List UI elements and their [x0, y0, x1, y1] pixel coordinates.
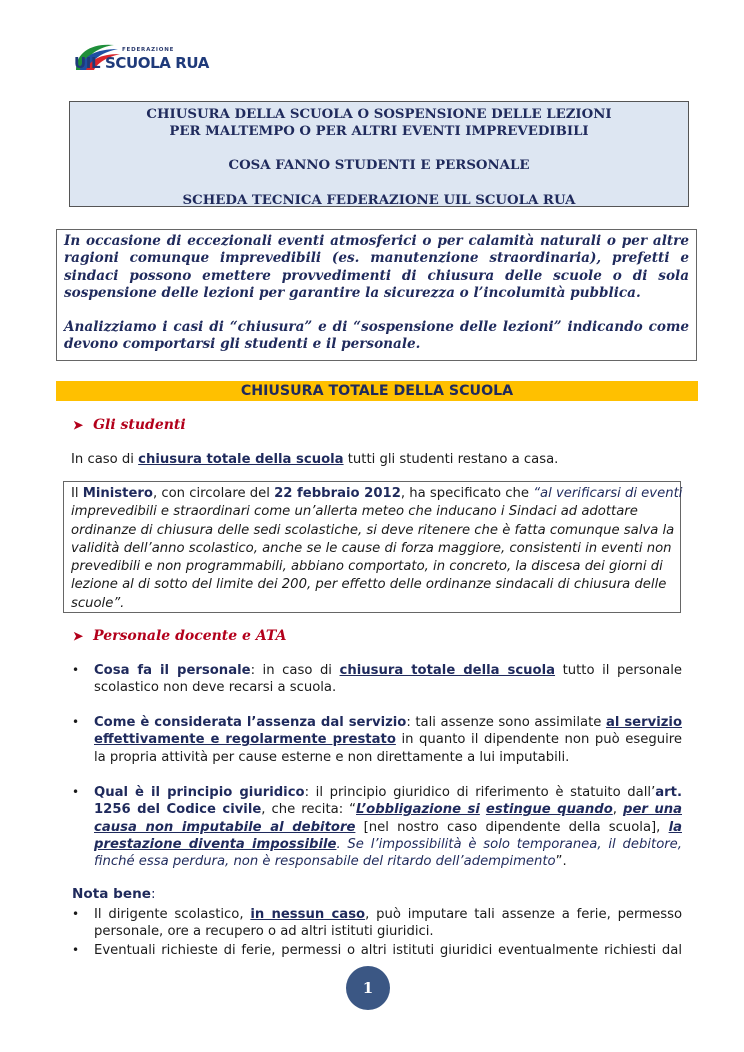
- bullet1-title: Cosa fa il personale: [94, 663, 251, 678]
- bullet2-line-1: [94, 714, 682, 731]
- bullet3-title: Qual è il principio giuridico: [94, 785, 305, 800]
- bullet3-art: art.: [655, 785, 682, 800]
- bullet3-quote-4: causa non imputabile al debitore: [94, 819, 356, 835]
- bullet1-l1b: : in caso di: [250, 663, 340, 678]
- title-line-4: SCHEDA TECNICA FEDERAZIONE UIL SCUOLA RUA: [182, 193, 576, 208]
- nota-bene-colon: :: [150, 886, 156, 902]
- uil-scuola-rua-logo: [70, 40, 209, 78]
- bullet-dot-icon: •: [72, 907, 80, 921]
- bullet3-l4b: . Se l’impossibilità è solo temporanea, il debitore,: [336, 836, 682, 852]
- quote-line-2: imprevedibili e straordinari come un’allerta meteo che inducano i Sindaci ad adottare: [71, 504, 638, 520]
- logo-federazione-text: FEDERAZIONE: [122, 47, 175, 53]
- intro-paragraph-1: In occasione di eccezionali eventi atmosferici o per calamità naturali o per altre ragioni comunque imprevedibili (es. manutenzione straordinaria), prefetti e sindaci possono emettere provvedimenti di chiusura delle scuole o di sola sospensione delle lezioni per garantire la sicurezza o l’incolumità pubblica.: [64, 233, 689, 301]
- bullet3-l2f: ,: [612, 802, 623, 818]
- bullet-dot-icon: •: [72, 715, 80, 729]
- quote-l1f: “al verificarsi di eventi: [533, 486, 683, 501]
- title-line-1: CHIUSURA DELLA SCUOLA O SOSPENSIONE DELLE LEZIONI: [146, 107, 612, 122]
- bullet2-emphasis-1: al servizio: [605, 715, 683, 730]
- nb1-emphasis: in nessun caso: [250, 907, 366, 922]
- nb1-l1a: Il dirigente scolastico,: [94, 907, 251, 922]
- students-text-a: In caso di: [71, 452, 139, 467]
- bullet3-l3b: [nel nostro caso dipendente della scuola],: [355, 819, 669, 835]
- quote-line-4: validità dell’anno scolastico, anche se le cause di forza maggiore, consistenti in eventi non: [71, 540, 672, 556]
- bullet1-line-1: [94, 662, 682, 679]
- bullet3-line-3: [94, 819, 682, 836]
- staff-heading-text: Personale docente e ATA: [93, 628, 287, 644]
- bullet3-quote-5: la: [668, 819, 682, 835]
- quote-l1c: , con circolare del: [152, 486, 275, 501]
- bullet2-l1b: : tali assenze sono assimilate: [406, 715, 606, 730]
- quote-line-7: scuole”.: [71, 595, 125, 611]
- title-line-2: PER MALTEMPO O PER ALTRI EVENTI IMPREVEDIBILI: [169, 124, 589, 139]
- bullet2-line-2: [94, 731, 682, 748]
- quote-ministero: Ministero: [82, 486, 153, 501]
- bullet2-l2b: in quanto il dipendente non può eseguire: [395, 732, 682, 748]
- nb1-line-1: [94, 906, 682, 923]
- bullet2-title: Come è considerata l’assenza dal servizio: [94, 715, 407, 730]
- quote-line-1: [71, 485, 683, 503]
- students-heading: [73, 417, 186, 433]
- bullet-dot-icon: •: [72, 785, 80, 799]
- bullet1-emphasis: chiusura totale della scuola: [339, 663, 556, 678]
- students-text-c: tutti gli studenti restano a casa.: [343, 452, 559, 467]
- bullet-dot-icon: •: [72, 663, 80, 677]
- bullet1-l1d: tutto il personale: [555, 663, 683, 678]
- title-line-3: COSA FANNO STUDENTI E PERSONALE: [228, 158, 530, 173]
- quote-l1e: , ha specificato che: [400, 486, 534, 501]
- arrow-bullet-icon: ➤: [73, 629, 84, 643]
- bullet3-line-4: [94, 836, 682, 853]
- nb2-line-1: Eventuali richieste di ferie, permessi o altri istituti giuridici eventualmente richiesti dal: [94, 943, 682, 958]
- bullet-dot-icon: •: [72, 943, 80, 957]
- logo-brand-text: UIL SCUOLA RUA: [74, 54, 209, 72]
- bullet2-emphasis-2: effettivamente e regolarmente prestato: [94, 732, 396, 748]
- nb1-l1c: , può imputare tali assenze a ferie, permesso: [365, 907, 683, 922]
- staff-heading: [73, 628, 286, 644]
- bullet3-l2b: , che recita: “: [261, 802, 357, 818]
- bullet3-line-2: [94, 801, 682, 818]
- bullet2-line-3: la propria attività per cause esterne e non direttamente a lui imputabili.: [94, 749, 570, 765]
- quote-line-5: prevedibili e non programmabili, abbiano comportato, in concreto, la discesa dei giorni di: [71, 559, 663, 575]
- bullet1-line-2: scolastico non deve recarsi a scuola.: [94, 680, 337, 696]
- bullet3-quote-6: prestazione diventa impossibile: [94, 836, 337, 852]
- students-paragraph: [71, 451, 558, 468]
- intro-box: [56, 229, 697, 361]
- bullet3-quote-3: per una: [623, 802, 682, 818]
- quote-l1a: Il: [71, 486, 83, 501]
- intro-paragraph-2: Analizziamo i casi di “chiusura” e di “sospensione delle lezioni” indicando come devono comportarsi gli studenti e il personale.: [64, 319, 689, 353]
- quote-line-3: ordinanze di chiusura delle sedi scolastiche, si deve ritenere che è fatta comunque salva la: [71, 522, 675, 538]
- students-heading-text: Gli studenti: [93, 417, 186, 433]
- ministero-quote-box: [63, 481, 681, 613]
- section-banner-chiusura-totale: CHIUSURA TOTALE DELLA SCUOLA: [56, 381, 698, 401]
- students-text-emphasis: chiusura totale della scuola: [138, 452, 344, 467]
- nb1-line-2: personale, ore a recupero o ad altri istituti giuridici.: [94, 924, 434, 940]
- quote-line-6: lezione al di sotto del limite dei 200, per effetto delle ordinanze sindacali di chiusura delle: [71, 577, 667, 593]
- bullet3-l5a: finché essa perdura, non è responsabile del ritardo dell’adempimento: [94, 854, 556, 870]
- bullet3-l1b: : il principio giuridico di riferimento è statuito dall’: [304, 785, 656, 800]
- bullet3-line-5: [94, 853, 682, 870]
- title-box: [69, 101, 689, 207]
- page-number-badge: 1: [346, 966, 390, 1010]
- nota-bene-heading: [72, 886, 156, 902]
- bullet3-quote-2: estingue quando: [485, 802, 613, 818]
- bullet3-line-1: [94, 784, 682, 801]
- bullet3-quote-1: L’obbligazione si: [356, 802, 480, 818]
- quote-date: 22 febbraio 2012: [274, 486, 401, 501]
- nota-bene-label: Nota bene: [72, 886, 151, 902]
- bullet3-codice: 1256 del Codice civile: [94, 802, 262, 818]
- bullet3-l5b: ”.: [555, 854, 567, 870]
- arrow-bullet-icon: ➤: [73, 418, 84, 432]
